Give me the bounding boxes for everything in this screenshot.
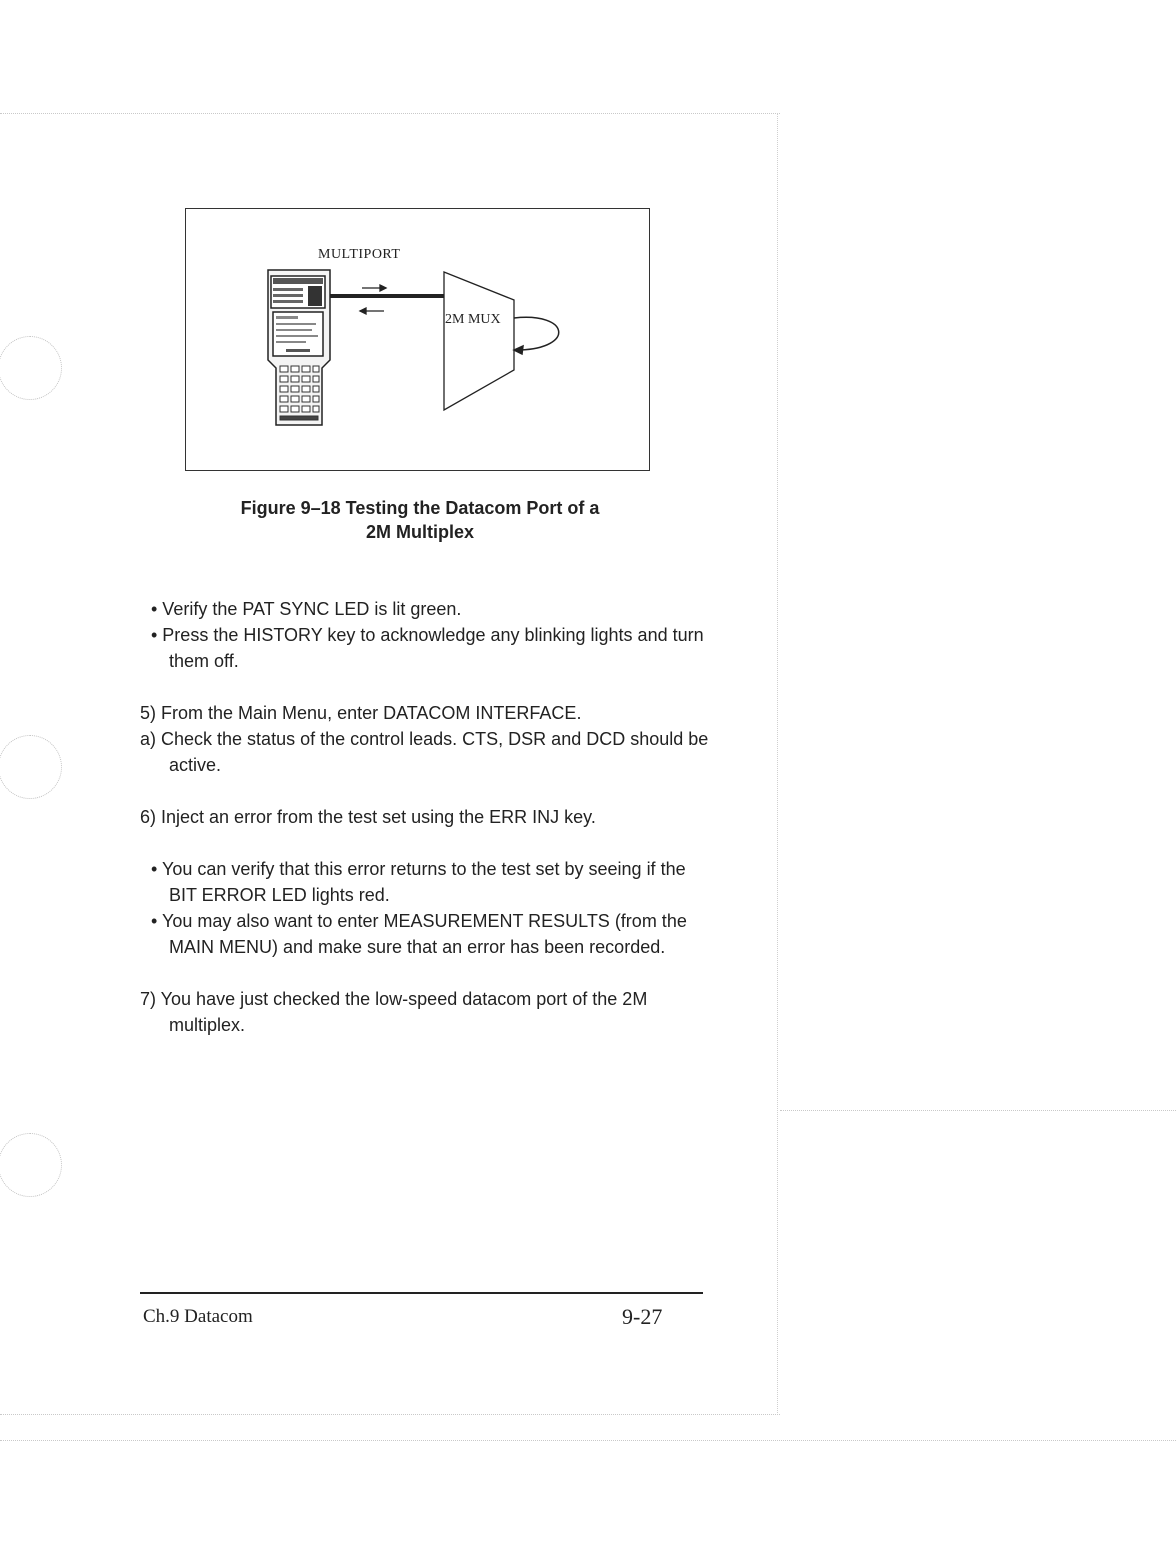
tx-arrow [362,285,386,291]
rx-arrow [360,308,384,314]
step-5a: a) Check the status of the control leads. CTS, DSR and DCD should be active. [140,729,709,775]
multiport-label: MULTIPORT [318,247,401,262]
step-6: 6) Inject an error from the test set using the ERR INJ key. [140,807,596,827]
mux-label: 2M MUX [445,312,501,327]
mux-block [444,272,514,410]
step-7: 7) You have just checked the low-speed datacom port of the 2M multiplex. [140,989,648,1035]
figure-caption [185,496,655,544]
bullet-history-key: • Press the HISTORY key to acknowledge any blinking lights and turn them off. [151,625,704,671]
bullet-bit-error: • You can verify that this error returns to the test set by seeing if the BIT ERROR LED lights red. [151,859,686,905]
body-text [140,596,710,1038]
caption-line-1: Figure 9–18 Testing the Datacom Port of a [240,498,600,518]
bullet-measurement-results: • You may also want to enter MEASUREMENT RESULTS (from the MAIN MENU) and make sure that an error has been recorded. [151,911,687,957]
step-5: 5) From the Main Menu, enter DATACOM INTERFACE. [140,703,582,723]
bullet-pat-sync: • Verify the PAT SYNC LED is lit green. [151,599,462,619]
footer-rule [140,1292,703,1294]
page-number: 9-27 [622,1304,663,1329]
caption-line-2: 2M Multiplex [365,522,474,542]
loopback-arrow [514,317,559,354]
footer-chapter: Ch.9 Datacom [143,1306,253,1327]
